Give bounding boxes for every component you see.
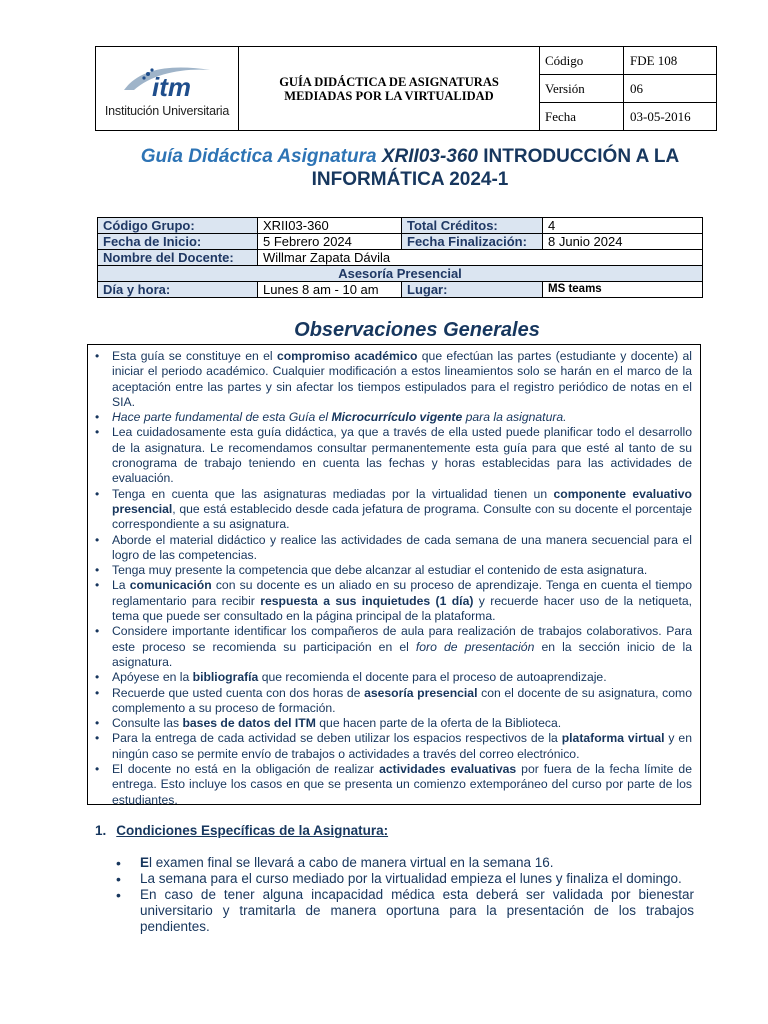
meta-key-codigo: Código bbox=[540, 47, 624, 75]
codigo-grupo-label: Código Grupo: bbox=[98, 218, 258, 234]
docente-label: Nombre del Docente: bbox=[98, 250, 258, 266]
text-run: bases de datos del ITM bbox=[182, 716, 316, 731]
meta-value-version: 06 bbox=[624, 75, 717, 103]
list-item bbox=[112, 686, 692, 717]
header-title-line1: GUÍA DIDÁCTICA DE ASIGNATURAS bbox=[279, 74, 499, 89]
list-item bbox=[112, 487, 692, 533]
itm-logo-mark-icon bbox=[122, 60, 214, 104]
total-creditos-label: Total Créditos: bbox=[402, 218, 543, 234]
text-run: plataforma virtual bbox=[561, 731, 665, 746]
text-run: respuesta a sus inquietudes (1 día) bbox=[260, 593, 474, 608]
text-run: Aborde el material didáctico y realice las actividades de cada semana de una manera secuencial para el logro de las competencias. bbox=[112, 532, 692, 562]
title-rest: INTRODUCCIÓN A LA bbox=[483, 146, 680, 167]
text-run: La semana para el curso mediado por la virtualidad empieza el lunes y finaliza el domingo. bbox=[140, 871, 682, 886]
text-run: En caso de tener alguna incapacidad médica esta deberá ser validada por bienestar universitario y tramitarla de manera oportuna para la presentación de los trabajos pendientes. bbox=[140, 887, 694, 934]
text-run: que recomienda el docente para el proceso de autoaprendizaje. bbox=[258, 670, 607, 685]
list-item bbox=[112, 670, 692, 685]
text-run: para la asignatura. bbox=[462, 410, 567, 425]
total-creditos-value: 4 bbox=[543, 218, 703, 234]
course-info-table bbox=[97, 217, 703, 298]
title-code: XRII03-360 bbox=[381, 146, 478, 167]
section-1-heading bbox=[95, 823, 388, 838]
fecha-fin-value: 8 Junio 2024 bbox=[543, 234, 703, 250]
text-run: Considere importante identificar los compañeros de aula para realización de trabajos colaborativos. Para este proceso se recomienda su participación en el bbox=[112, 624, 692, 654]
lugar-value: MS teams bbox=[543, 282, 703, 298]
dia-hora-label: Día y hora: bbox=[98, 282, 258, 298]
text-run: Esta guía se constituye en el bbox=[112, 349, 277, 363]
text-run: Recuerde que usted cuenta con dos horas de bbox=[112, 685, 365, 700]
text-run: comunicación bbox=[129, 578, 212, 593]
text-run: con el docente de su asignatura, como complemento a su proceso de formación. bbox=[112, 685, 692, 715]
logo-mark-text: itm bbox=[152, 71, 191, 102]
text-run: en la sección inicio de la asignatura. bbox=[112, 639, 692, 669]
header-title bbox=[239, 47, 540, 131]
codigo-grupo-value: XRII03-360 bbox=[258, 218, 402, 234]
text-run: Apóyese en la bbox=[112, 670, 193, 685]
list-item bbox=[112, 731, 692, 762]
list-item bbox=[112, 533, 692, 564]
section-1-number: 1. bbox=[95, 823, 107, 838]
fecha-inicio-value: 5 Febrero 2024 bbox=[258, 234, 402, 250]
title-prefix: Guía Didáctica Asignatura bbox=[140, 146, 377, 167]
lugar-label: Lugar: bbox=[402, 282, 543, 298]
list-item bbox=[140, 871, 694, 887]
text-run: actividades evaluativas bbox=[379, 762, 517, 777]
text-run: Hace parte fundamental de esta Guía el bbox=[112, 410, 332, 425]
text-run: Lea cuidadosamente esta guía didáctica, ya que a través de ella usted puede planificar todo el desarrollo de la asignatura. Le recomendamos consultar permanentemente esta guía para que esté al tanto de su cronograma de trabajo teniendo en cuenta las fechas y horas establecidas para las actividades de evaluación. bbox=[112, 425, 692, 486]
docente-value: Willmar Zapata Dávila bbox=[258, 250, 703, 266]
list-item bbox=[112, 410, 692, 425]
text-run: y en ningún caso se permite envío de trabajos o actividades a través del correo electrónico. bbox=[112, 731, 692, 761]
text-run: compromiso académico bbox=[276, 349, 418, 363]
list-item bbox=[140, 855, 694, 871]
text-run: que efectúan las partes (estudiante y docente) al iniciar el periodo académico. Cualquier modificación a estos lineamientos solo se harán en el marco de la aceptación entre las partes y sin afectar los tiempos estipulados para el registro periódico de notas en el SIA. bbox=[112, 349, 692, 409]
list-item bbox=[112, 578, 692, 624]
fecha-fin-label: Fecha Finalización: bbox=[402, 234, 543, 250]
header-title-line2: MEDIADAS POR LA VIRTUALIDAD bbox=[284, 88, 494, 103]
itm-logo bbox=[96, 54, 238, 124]
logo-text: Institución Universitaria bbox=[104, 103, 230, 118]
meta-value-codigo: FDE 108 bbox=[624, 47, 717, 75]
meta-value-fecha: 03-05-2016 bbox=[624, 103, 717, 131]
section-1-title: Condiciones Específicas de la Asignatura: bbox=[116, 823, 389, 838]
text-run: foro de presentación bbox=[415, 639, 535, 654]
list-item bbox=[112, 349, 692, 410]
observaciones-list bbox=[88, 345, 700, 808]
asesoria-label: Asesoría Presencial bbox=[98, 266, 703, 282]
text-run: Tenga muy presente la competencia que debe alcanzar al estudiar el contenido de esta asignatura. bbox=[112, 563, 648, 578]
page-title bbox=[80, 145, 740, 191]
text-run: por fuera de la fecha límite de entrega. Esto incluye los casos en que se presenta un comienzo extemporáneo del curso por parte de los estudiantes. bbox=[112, 762, 692, 807]
list-item bbox=[112, 425, 692, 486]
text-run: Consulte las bbox=[112, 716, 183, 731]
text-run: con su docente es un aliado en su proceso de aprendizaje. Tenga en cuenta el tiempo reglamentario para recibir bbox=[112, 578, 692, 608]
fecha-inicio-label: Fecha de Inicio: bbox=[98, 234, 258, 250]
condiciones-list bbox=[140, 855, 694, 935]
observaciones-title: Observaciones Generales bbox=[294, 319, 540, 341]
text-run: La bbox=[112, 578, 130, 593]
text-run: El docente no está en la obligación de realizar bbox=[112, 762, 380, 777]
text-run: que hacen parte de la oferta de la Biblioteca. bbox=[315, 716, 562, 731]
meta-key-fecha: Fecha bbox=[540, 103, 624, 131]
dia-hora-value: Lunes 8 am - 10 am bbox=[258, 282, 402, 298]
text-run: Microcurrículo vigente bbox=[331, 410, 463, 425]
text-run: bibliografía bbox=[192, 670, 259, 685]
logo-cell bbox=[96, 47, 239, 131]
text-run: , que está establecido desde cada jefatura de programa. Consulte con su docente el porcentaje correspondiente a su asignatura. bbox=[112, 501, 692, 532]
text-run: y recuerde hacer uso de la netiqueta, tema que puede ser consultado en la página principal de la plataforma. bbox=[112, 593, 692, 624]
list-item bbox=[140, 887, 694, 935]
text-run: componente evaluativo presencial bbox=[112, 486, 692, 516]
list-item bbox=[112, 762, 692, 808]
text-run: l examen final se llevará a cabo de manera virtual en la semana 16. bbox=[149, 855, 554, 870]
meta-key-version: Versión bbox=[540, 75, 624, 103]
document-header-table bbox=[95, 46, 717, 131]
list-item bbox=[112, 716, 692, 731]
text-run: Para la entrega de cada actividad se deben utilizar los espacios respectivos de la bbox=[112, 731, 562, 746]
text-run: Tenga en cuenta que las asignaturas mediadas por la virtualidad tienen un bbox=[112, 486, 554, 501]
text-run: asesoría presencial bbox=[364, 685, 478, 700]
list-item bbox=[112, 563, 692, 578]
title-line2: INFORMÁTICA 2024-1 bbox=[311, 169, 509, 190]
observaciones-box bbox=[87, 344, 701, 805]
list-item bbox=[112, 624, 692, 670]
text-run: E bbox=[140, 855, 150, 870]
